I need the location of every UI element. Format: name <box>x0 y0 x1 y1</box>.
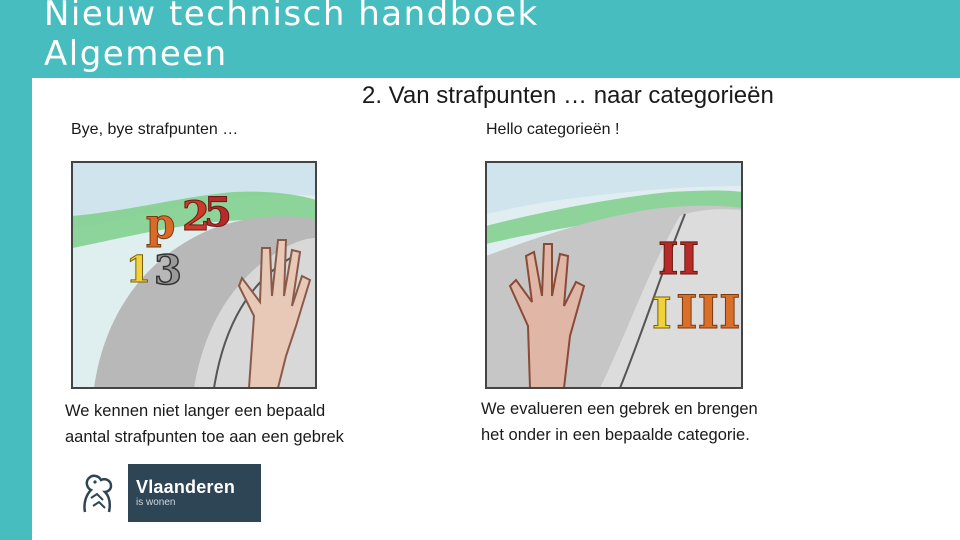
svg-text:5: 5 <box>204 189 232 236</box>
logo-name: Vlaanderen <box>136 477 236 497</box>
logo-tagline: is wonen <box>136 497 176 508</box>
right-caption-line1: We evalueren een gebrek en brengen <box>481 400 758 418</box>
slide-title-line2: Algemeen <box>44 34 228 74</box>
svg-text:I: I <box>652 289 672 338</box>
flemish-lion-icon <box>66 464 128 522</box>
svg-text:II: II <box>658 234 700 285</box>
slide-title-line1: Nieuw technisch handboek <box>44 0 539 34</box>
slide-subtitle: 2. Van strafpunten … naar categorieën <box>362 82 774 109</box>
vlaanderen-logo <box>66 464 261 522</box>
slide-title <box>44 0 744 74</box>
svg-text:1: 1 <box>126 249 152 291</box>
left-caption-line2: aantal strafpunten toe aan een gebrek <box>65 428 344 446</box>
right-heading: Hello categorieën ! <box>486 121 620 138</box>
svg-text:3: 3 <box>154 247 182 294</box>
svg-text:2: 2 <box>182 193 210 240</box>
left-caption <box>65 398 405 450</box>
left-heading: Bye, bye strafpunten … <box>71 121 239 138</box>
left-caption-line1: We kennen niet langer een bepaald <box>65 402 326 420</box>
svg-text:p: p <box>146 199 176 248</box>
right-caption <box>481 396 821 448</box>
svg-text:III: III <box>676 285 741 339</box>
right-sketch-image <box>480 156 748 392</box>
left-sketch-image <box>64 156 322 392</box>
side-band <box>0 0 32 540</box>
right-caption-line2: het onder in een bepaalde categorie. <box>481 426 750 444</box>
